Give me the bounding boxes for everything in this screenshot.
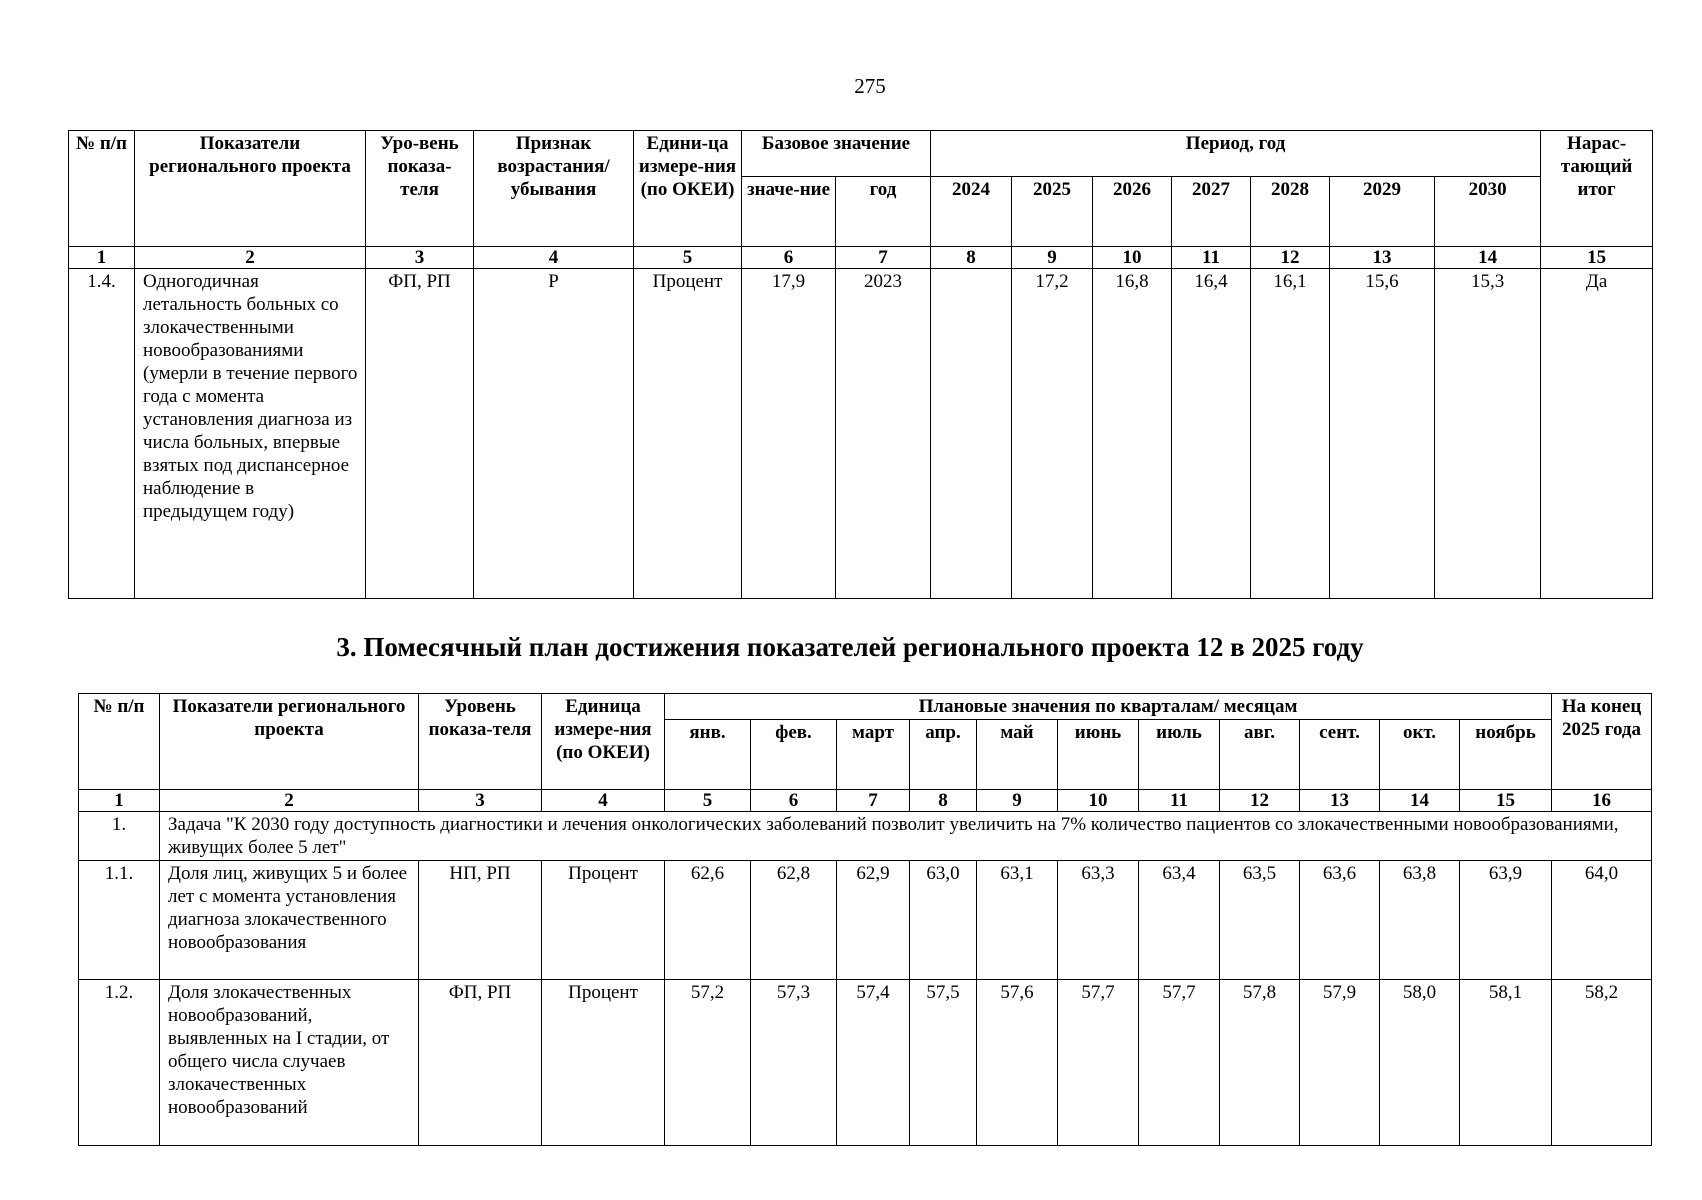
col-number: 14 xyxy=(1435,247,1541,269)
col-number: 8 xyxy=(910,790,977,812)
header-unit: Едини-ца измере-ния (по ОКЕИ) xyxy=(634,131,742,247)
header-month: ноябрь xyxy=(1460,720,1552,790)
header-base-value: значе-ние xyxy=(742,177,836,247)
col-number: 13 xyxy=(1330,247,1435,269)
header-base: Базовое значение xyxy=(742,131,931,177)
col-number: 5 xyxy=(665,790,751,812)
header-month: июнь xyxy=(1058,720,1139,790)
header-month: март xyxy=(837,720,910,790)
task-text: Задача "К 2030 году доступность диагностики и лечения онкологических заболеваний позволит увеличить на 7% количество пациентов со злокачественными новообразованиями, живущих более 5 лет" xyxy=(160,812,1652,861)
col-number: 14 xyxy=(1380,790,1460,812)
header-month: апр. xyxy=(910,720,977,790)
header-indicator: Показатели регионального проекта xyxy=(135,131,366,247)
row-unit: Процент xyxy=(542,861,665,980)
col-number: 4 xyxy=(542,790,665,812)
col-number: 10 xyxy=(1058,790,1139,812)
header-month: май xyxy=(977,720,1058,790)
row-value: 62,8 xyxy=(751,861,837,980)
header-year: 2030 xyxy=(1435,177,1541,247)
row-value: 58,1 xyxy=(1460,980,1552,1146)
task-row xyxy=(79,812,1652,861)
header-month: янв. xyxy=(665,720,751,790)
row-value: 62,9 xyxy=(837,861,910,980)
col-number: 15 xyxy=(1460,790,1552,812)
row-value: 58,0 xyxy=(1380,980,1460,1146)
row-unit: Процент xyxy=(634,269,742,599)
col-number: 1 xyxy=(79,790,160,812)
col-number: 9 xyxy=(1012,247,1093,269)
row-value: 63,6 xyxy=(1300,861,1380,980)
table-row xyxy=(79,861,1652,980)
column-numbers-row xyxy=(79,790,1652,812)
header-year: 2025 xyxy=(1012,177,1093,247)
row-end: 64,0 xyxy=(1552,861,1652,980)
row-value: 57,3 xyxy=(751,980,837,1146)
header-sign: Признак возрастания/ убывания xyxy=(474,131,634,247)
row-value: 57,4 xyxy=(837,980,910,1146)
col-number: 4 xyxy=(474,247,634,269)
header-level: Уро-вень показа-теля xyxy=(366,131,474,247)
column-numbers-row xyxy=(69,247,1653,269)
row-cumulative: Да xyxy=(1541,269,1653,599)
row-value: 16,4 xyxy=(1172,269,1251,599)
row-value: 15,6 xyxy=(1330,269,1435,599)
header-year: 2027 xyxy=(1172,177,1251,247)
col-number: 3 xyxy=(419,790,542,812)
row-value: 62,6 xyxy=(665,861,751,980)
col-number: 3 xyxy=(366,247,474,269)
row-value: 63,5 xyxy=(1220,861,1300,980)
row-value: 63,8 xyxy=(1380,861,1460,980)
row-value: 57,9 xyxy=(1300,980,1380,1146)
col-number: 2 xyxy=(160,790,419,812)
header-base-year: год xyxy=(836,177,931,247)
row-level: ФП, РП xyxy=(419,980,542,1146)
header-month: фев. xyxy=(751,720,837,790)
col-number: 5 xyxy=(634,247,742,269)
row-value: 63,9 xyxy=(1460,861,1552,980)
col-number: 2 xyxy=(135,247,366,269)
header-year: 2028 xyxy=(1251,177,1330,247)
col-number: 16 xyxy=(1552,790,1652,812)
col-number: 13 xyxy=(1300,790,1380,812)
section-title: 3. Помесячный план достижения показателей регионального проекта 12 в 2025 году xyxy=(336,632,1364,662)
col-number: 11 xyxy=(1139,790,1220,812)
row-value: 57,7 xyxy=(1139,980,1220,1146)
row-value: 63,0 xyxy=(910,861,977,980)
col-number: 9 xyxy=(977,790,1058,812)
row-level: НП, РП xyxy=(419,861,542,980)
header-month: авг. xyxy=(1220,720,1300,790)
row-value: 63,4 xyxy=(1139,861,1220,980)
row-value: 57,7 xyxy=(1058,980,1139,1146)
monthly-plan-table xyxy=(78,693,1652,1146)
col-number: 15 xyxy=(1541,247,1653,269)
page-number: 275 xyxy=(854,74,886,98)
col-number: 11 xyxy=(1172,247,1251,269)
header-end: На конец 2025 года xyxy=(1552,694,1652,790)
header-level: Уровень показа-теля xyxy=(419,694,542,790)
row-sign: Р xyxy=(474,269,634,599)
row-indicator: Одногодичная летальность больных со злокачественными новообразованиями (умерли в течение первого года с момента установления диагноза из числа больных, впервые взятых под диспансерное наблюдение в предыдущем году) xyxy=(135,269,366,599)
row-value: 15,3 xyxy=(1435,269,1541,599)
header-planned: Плановые значения по кварталам/ месяцам xyxy=(665,694,1552,720)
row-value: 16,1 xyxy=(1251,269,1330,599)
row-unit: Процент xyxy=(542,980,665,1146)
row-num: 1.2. xyxy=(79,980,160,1146)
header-month: июль xyxy=(1139,720,1220,790)
header-period: Период, год xyxy=(931,131,1541,177)
row-value: 16,8 xyxy=(1093,269,1172,599)
table-row xyxy=(69,269,1653,599)
row-value: 63,1 xyxy=(977,861,1058,980)
row-value: 17,2 xyxy=(1012,269,1093,599)
col-number: 6 xyxy=(742,247,836,269)
header-year: 2026 xyxy=(1093,177,1172,247)
header-num: № п/п xyxy=(69,131,135,247)
col-number: 8 xyxy=(931,247,1012,269)
row-value: 57,5 xyxy=(910,980,977,1146)
task-num: 1. xyxy=(79,812,160,861)
header-cumulative: Нарас-тающий итог xyxy=(1541,131,1653,247)
row-value: 57,2 xyxy=(665,980,751,1146)
indicators-table xyxy=(68,130,1653,599)
table-row xyxy=(79,980,1652,1146)
row-num: 1.1. xyxy=(79,861,160,980)
row-level: ФП, РП xyxy=(366,269,474,599)
col-number: 1 xyxy=(69,247,135,269)
row-value: 63,3 xyxy=(1058,861,1139,980)
row-value xyxy=(931,269,1012,599)
row-base-year: 2023 xyxy=(836,269,931,599)
col-number: 7 xyxy=(836,247,931,269)
header-year: 2024 xyxy=(931,177,1012,247)
row-base-value: 17,9 xyxy=(742,269,836,599)
row-value: 57,8 xyxy=(1220,980,1300,1146)
row-end: 58,2 xyxy=(1552,980,1652,1146)
header-num: № п/п xyxy=(79,694,160,790)
header-month: сент. xyxy=(1300,720,1380,790)
row-num: 1.4. xyxy=(69,269,135,599)
col-number: 6 xyxy=(751,790,837,812)
row-value: 57,6 xyxy=(977,980,1058,1146)
header-year: 2029 xyxy=(1330,177,1435,247)
row-indicator: Доля лиц, живущих 5 и более лет с момента установления диагноза злокачественного новообразования xyxy=(160,861,419,980)
col-number: 7 xyxy=(837,790,910,812)
header-month: окт. xyxy=(1380,720,1460,790)
header-unit: Единица измере-ния (по ОКЕИ) xyxy=(542,694,665,790)
col-number: 12 xyxy=(1251,247,1330,269)
header-indicator: Показатели регионального проекта xyxy=(160,694,419,790)
col-number: 10 xyxy=(1093,247,1172,269)
col-number: 12 xyxy=(1220,790,1300,812)
row-indicator: Доля злокачественных новообразований, выявленных на I стадии, от общего числа случаев злокачественных новообразований xyxy=(160,980,419,1146)
